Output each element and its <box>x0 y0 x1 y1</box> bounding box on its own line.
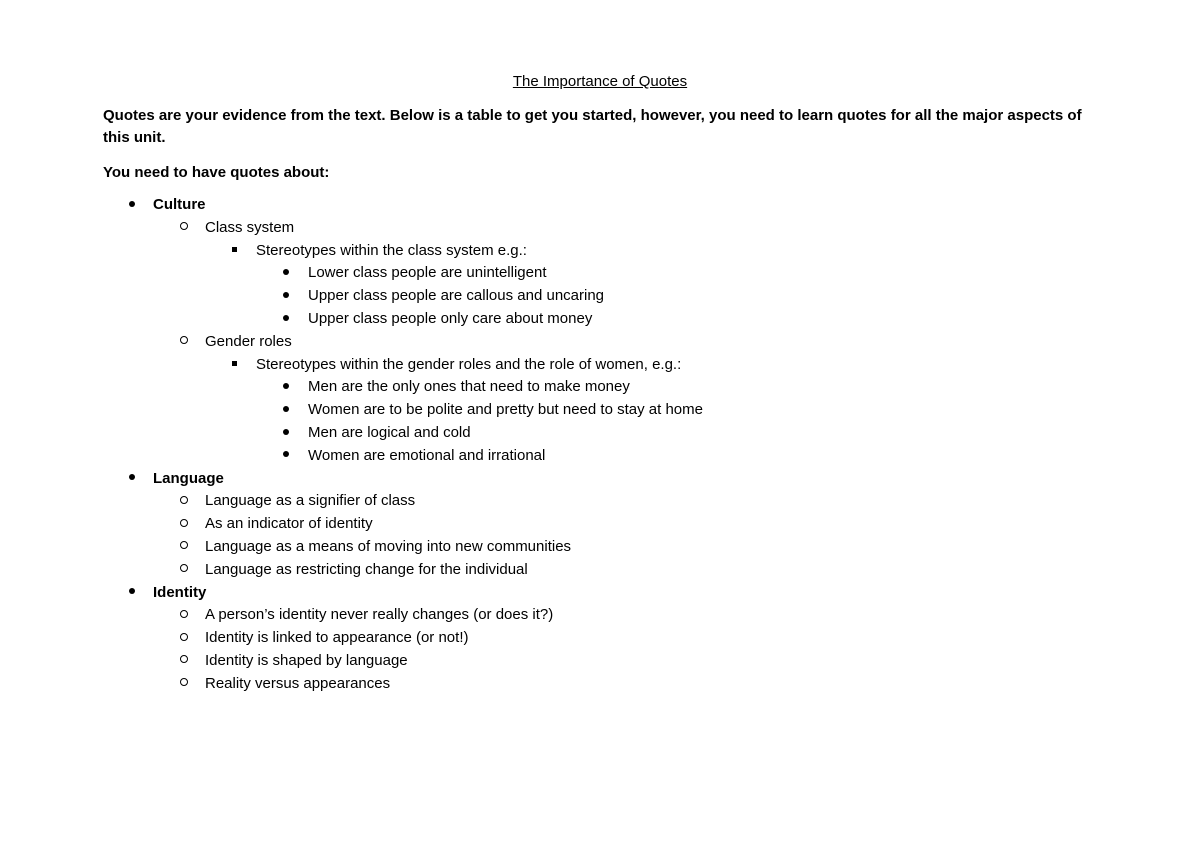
hollow-bullet-icon <box>177 331 191 354</box>
filled-bullet-icon <box>279 285 293 308</box>
hollow-bullet-icon <box>177 536 191 559</box>
outline-item-level-3 <box>0 285 1200 308</box>
hollow-bullet-icon <box>177 490 191 513</box>
topic-outline <box>0 194 1200 696</box>
filled-bullet-icon <box>279 422 293 445</box>
outline-item-text: Upper class people only care about money <box>308 309 593 327</box>
outline-item-text: As an indicator of identity <box>205 515 373 533</box>
hollow-bullet-icon <box>177 627 191 650</box>
hollow-bullet-icon <box>177 513 191 536</box>
outline-item-text: Identity is linked to appearance (or not!) <box>205 629 469 647</box>
outline-item-level-1 <box>0 650 1200 673</box>
document-title: The Importance of Quotes <box>512 73 688 90</box>
outline-item-level-2 <box>0 240 1200 263</box>
square-bullet-icon <box>227 240 241 263</box>
filled-bullet-icon <box>125 194 139 217</box>
outline-item-text: Class system <box>205 218 295 236</box>
outline-item-level-1 <box>0 604 1200 627</box>
outline-item-level-3 <box>0 422 1200 445</box>
outline-item-text: Language as a means of moving into new communities <box>205 537 572 555</box>
square-bullet-icon <box>227 354 241 377</box>
filled-bullet-icon <box>279 376 293 399</box>
filled-bullet-icon <box>279 399 293 422</box>
outline-item-level-1 <box>0 673 1200 696</box>
filled-bullet-icon <box>279 445 293 468</box>
filled-bullet-icon <box>279 262 293 285</box>
outline-item-text: Gender roles <box>205 332 292 350</box>
outline-item-text: Men are the only ones that need to make money <box>308 378 630 396</box>
outline-item-level-2 <box>0 354 1200 377</box>
hollow-bullet-icon <box>177 559 191 582</box>
outline-item-level-1 <box>0 559 1200 582</box>
outline-item-text: Women are emotional and irrational <box>308 446 546 464</box>
outline-item-text: A person’s identity never really changes (or does it?) <box>205 606 554 624</box>
hollow-bullet-icon <box>177 650 191 673</box>
outline-item-text: Women are to be polite and pretty but need to stay at home <box>308 401 703 419</box>
outline-item-level-1 <box>0 513 1200 536</box>
outline-item-text: Stereotypes within the class system e.g.: <box>256 241 527 259</box>
outline-item-text: Language as a signifier of class <box>205 492 416 510</box>
outline-item-text: Culture <box>153 196 206 213</box>
outline-item-level-3 <box>0 399 1200 422</box>
outline-item-text: Stereotypes within the gender roles and the role of women, e.g.: <box>256 355 682 373</box>
filled-bullet-icon <box>279 308 293 331</box>
outline-item-level-3 <box>0 445 1200 468</box>
hollow-bullet-icon <box>177 217 191 240</box>
outline-item-level-0 <box>0 468 1200 491</box>
outline-item-level-1 <box>0 217 1200 240</box>
outline-item-level-1 <box>0 331 1200 354</box>
outline-item-level-1 <box>0 536 1200 559</box>
outline-item-text: Upper class people are callous and uncaring <box>308 287 605 305</box>
hollow-bullet-icon <box>177 673 191 696</box>
outline-item-text: Language <box>153 469 224 487</box>
outline-item-level-3 <box>0 262 1200 285</box>
outline-item-level-3 <box>0 308 1200 331</box>
hollow-bullet-icon <box>177 604 191 627</box>
outline-item-text: Reality versus appearances <box>205 674 391 692</box>
outline-item-text: Lower class people are unintelligent <box>308 264 547 282</box>
filled-bullet-icon <box>125 582 139 605</box>
filled-bullet-icon <box>125 468 139 491</box>
intro-paragraph: Quotes are your evidence from the text. Below is a table to get you started, however, you need to learn quotes for all the major aspects of this unit. <box>103 107 1082 146</box>
outline-item-level-1 <box>0 627 1200 650</box>
outline-item-text: Language as restricting change for the individual <box>205 560 528 578</box>
outline-item-text: Men are logical and cold <box>308 423 471 441</box>
outline-item-level-0 <box>0 582 1200 605</box>
outline-item-text: Identity is shaped by language <box>205 651 408 669</box>
outline-item-level-1 <box>0 490 1200 513</box>
outline-item-level-0 <box>0 194 1200 217</box>
outline-item-level-3 <box>0 376 1200 399</box>
outline-item-text: Identity <box>153 583 207 601</box>
quotes-heading: You need to have quotes about: <box>103 164 330 181</box>
